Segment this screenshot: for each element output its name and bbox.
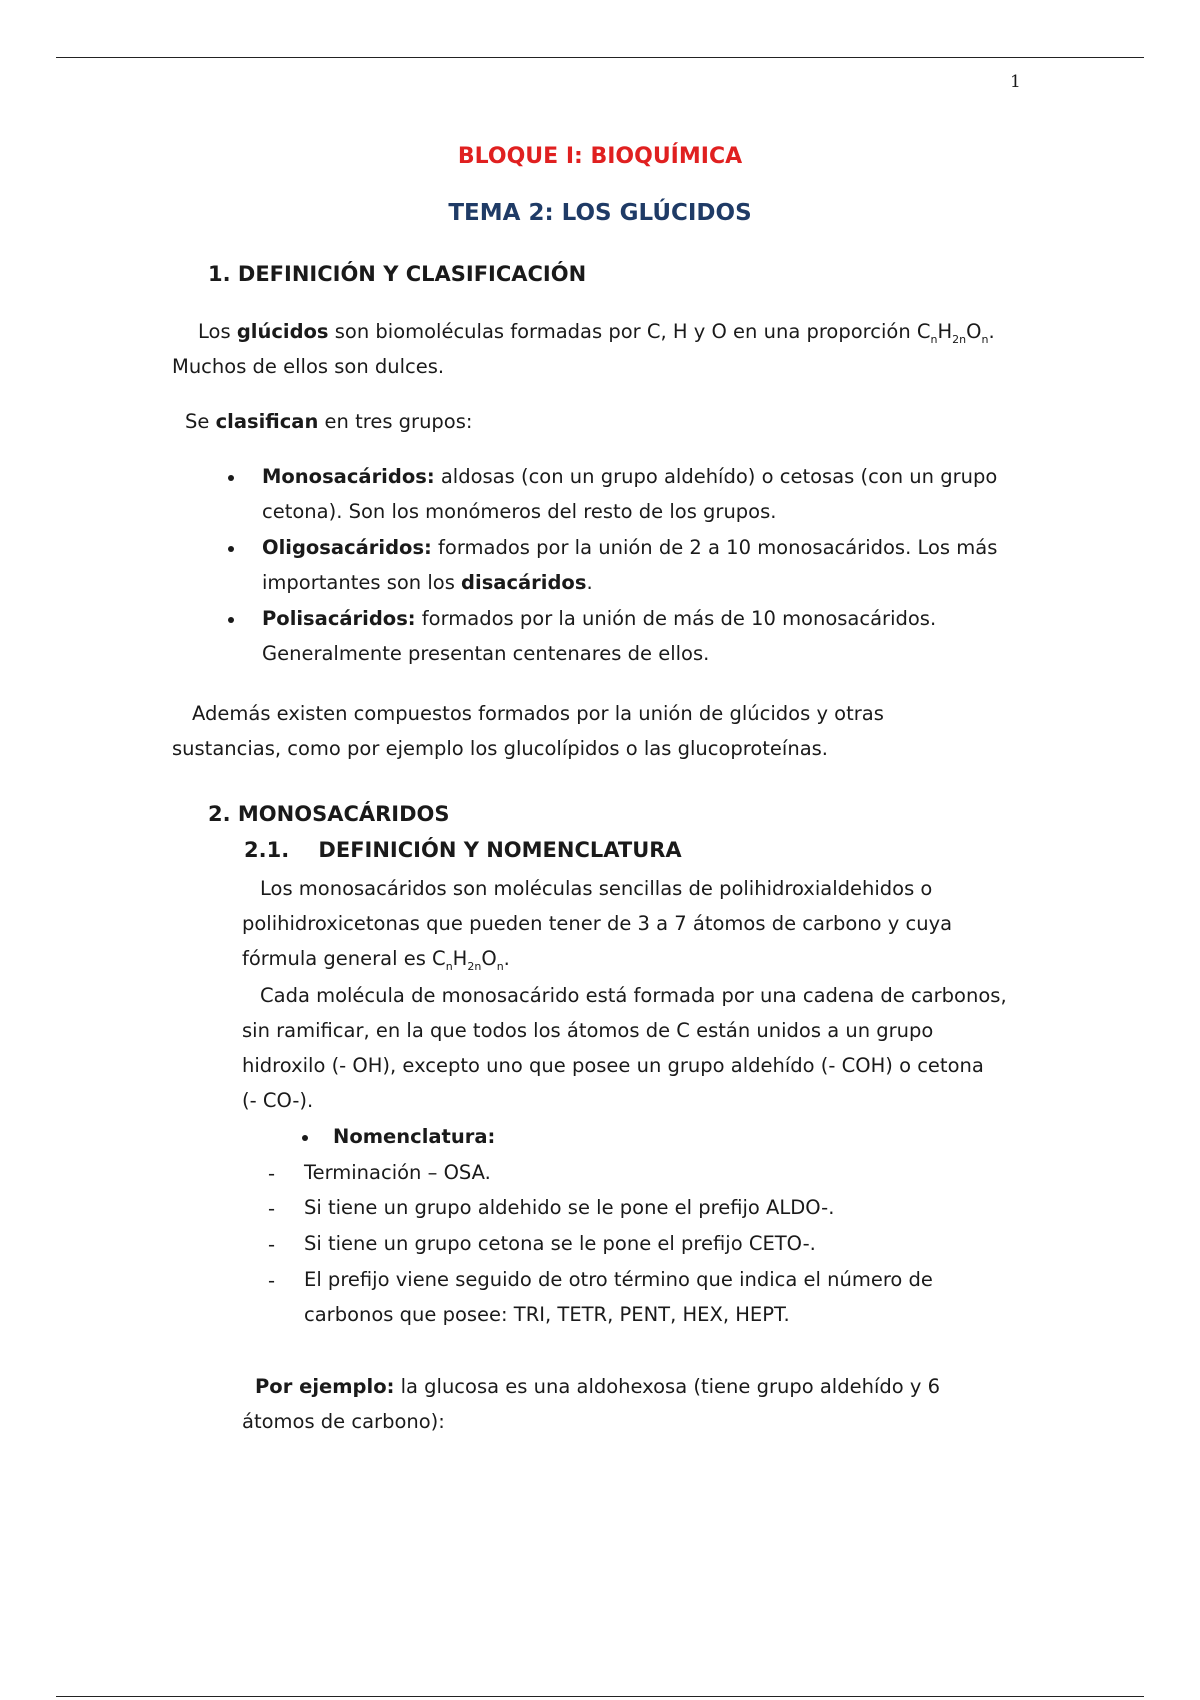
para2-line1: Cada molécula de monosacárido está formada por una cadena de carbonos, [260,984,1007,1007]
para2-line3: hidroxilo (- OH), excepto uno que posee un grupo aldehído (- COH) o cetona [242,1054,984,1077]
dash-marker: - [268,1197,276,1220]
list-item-polisacaridos: Polisacáridos: formados por la unión de más de 10 monosacáridos. [262,607,937,630]
para2-line2: sin ramificar, en la que todos los átomos de C están unidos a un grupo [242,1019,934,1042]
header-rule [56,57,1144,58]
page-number: 1 [1010,72,1021,92]
topic-title: TEMA 2: LOS GLÚCIDOS [448,200,752,226]
para1-line2: polihidroxicetonas que pueden tener de 3 a 7 átomos de carbono y cuya [242,912,953,935]
para1-line1: Los monosacáridos son moléculas sencillas de polihidroxialdehidos o [260,877,933,900]
section2-heading: 2. MONOSACÁRIDOS [208,802,450,826]
para2-line4: (- CO-). [242,1089,314,1112]
list-item-monosacaridos-line2: cetona). Son los monómeros del resto de los grupos. [262,500,777,523]
list-item-oligosacaridos-line2: importantes son los disacáridos. [262,571,593,594]
nomenclature-rule-line2: carbonos que posee: TRI, TETR, PENT, HEX, HEPT. [304,1303,790,1326]
dash-marker: - [268,1269,276,1292]
block-title: BLOQUE I: BIOQUÍMICA [457,144,743,169]
dash-marker: - [268,1233,276,1256]
extra-compounds-line1: Además existen compuestos formados por la unión de glúcidos y otras [192,702,884,725]
nomenclature-rule: El prefijo viene seguido de otro término que indica el número de [304,1268,933,1291]
bullet-dot [228,546,234,552]
bullet-dot [228,475,234,481]
example-line1: Por ejemplo: la glucosa es una aldohexosa (tiene grupo aldehído y 6 [255,1375,941,1398]
list-item-oligosacaridos: Oligosacáridos: formados por la unión de 2 a 10 monosacáridos. Los más [262,536,998,559]
nomenclature-rule: Si tiene un grupo cetona se le pone el prefijo CETO-. [304,1232,816,1255]
section1-intro-line2: Muchos de ellos son dulces. [172,355,445,378]
extra-compounds-line2: sustancias, como por ejemplo los glucolípidos o las glucoproteínas. [172,737,829,760]
classification-intro: Se clasifican en tres grupos: [185,410,473,433]
example-line2: átomos de carbono): [242,1410,445,1433]
bullet-dot [302,1135,308,1141]
para1-line3: fórmula general es $C_nH_{2n}O_n$. [242,947,510,973]
list-item-polisacaridos-line2: Generalmente presentan centenares de ellos. [262,642,710,665]
nomenclature-rule: Si tiene un grupo aldehido se le pone el prefijo ALDO-. [304,1196,835,1219]
footer-rule [56,1696,1144,1697]
list-item-monosacaridos: Monosacáridos: aldosas (con un grupo aldehído) o cetosas (con un grupo [262,465,998,488]
nomenclature-label: Nomenclatura: [333,1125,496,1148]
section2-subheading: 2.1. DEFINICIÓN Y NOMENCLATURA [244,838,682,862]
nomenclature-rule: Terminación – OSA. [304,1161,491,1184]
dash-marker: - [268,1162,276,1185]
bullet-dot [228,617,234,623]
section1-heading: 1. DEFINICIÓN Y CLASIFICACIÓN [208,262,587,286]
section1-intro-line1: Los glúcidos son biomoléculas formadas por C, H y O en una proporción $C_nH_{2n}O_n$. [198,320,995,346]
